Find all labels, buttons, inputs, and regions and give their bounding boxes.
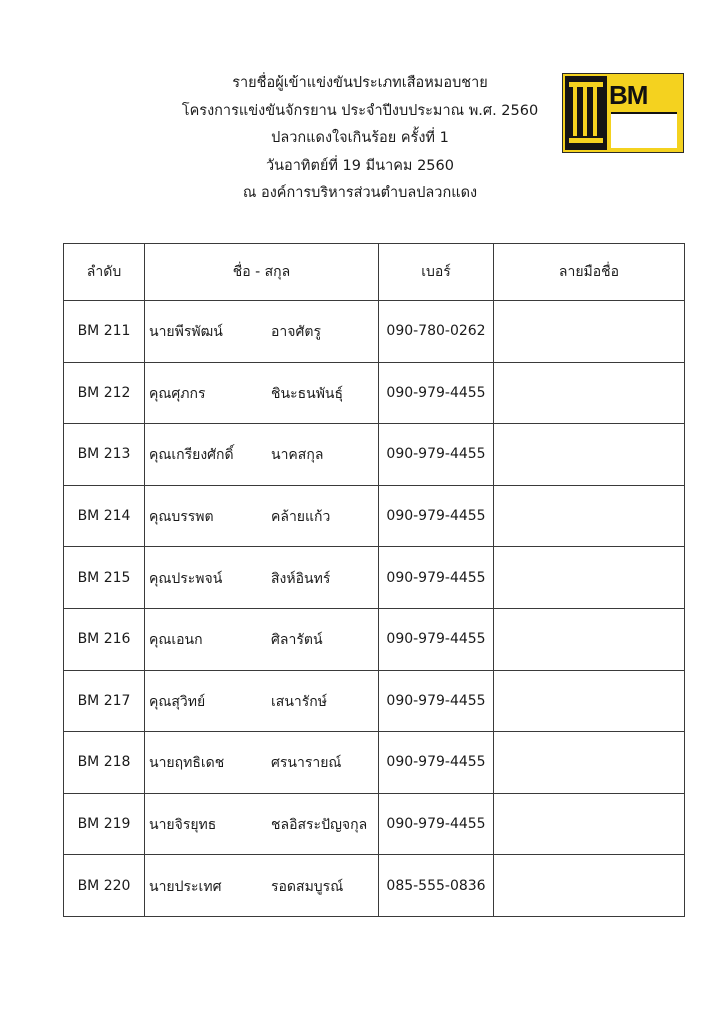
logo-emblem-icon: [565, 76, 607, 150]
signature-cell[interactable]: [494, 362, 685, 424]
row-name: [145, 547, 379, 609]
last-name: ศิลารัตน์: [271, 632, 323, 649]
last-name: นาคสกุล: [271, 447, 324, 464]
row-number: BM 219: [64, 793, 145, 855]
first-name: คุณเอนก: [149, 632, 203, 649]
project-line: โครงการแข่งขันจักรยาน ประจำปีงบประมาณ พ.ศ. 2560: [181, 102, 539, 119]
first-name: นายพีรพัฒน์: [149, 324, 223, 341]
row-name: [145, 424, 379, 486]
signature-cell[interactable]: [494, 670, 685, 732]
last-name: อาจศัตรู: [271, 324, 321, 341]
signature-cell[interactable]: [494, 547, 685, 609]
table-row: [64, 732, 685, 794]
date-line: วันอาทิตย์ที่ 19 มีนาคม 2560: [266, 157, 454, 174]
first-name: คุณประพจน์: [149, 570, 223, 587]
row-bib: 090-979-4455: [379, 485, 494, 547]
row-number: BM 214: [64, 485, 145, 547]
row-number: BM 220: [64, 855, 145, 917]
signature-cell[interactable]: [494, 855, 685, 917]
participant-table: [63, 243, 685, 917]
row-name: [145, 670, 379, 732]
title-line: รายชื่อผู้เข้าแข่งขันประเภทเสือหมอบชาย: [232, 75, 488, 91]
last-name: รอดสมบูรณ์: [271, 878, 344, 895]
first-name: คุณเกรียงศักดิ์: [149, 447, 234, 464]
row-number: BM 217: [64, 670, 145, 732]
row-number: BM 218: [64, 732, 145, 794]
bm-logo: [562, 73, 684, 153]
last-name: เสนารักษ์: [271, 693, 327, 710]
header-signature: ลายมือชื่อ: [494, 244, 685, 301]
row-bib: 090-979-4455: [379, 670, 494, 732]
table-row: [64, 547, 685, 609]
signature-cell[interactable]: [494, 485, 685, 547]
table-header-row: [64, 244, 685, 301]
row-name: [145, 485, 379, 547]
row-name: [145, 855, 379, 917]
first-name: คุณบรรพต: [149, 509, 214, 526]
table-row: [64, 362, 685, 424]
logo-panel: [611, 112, 677, 148]
event-line: ปลวกแดงใจเกินร้อย ครั้งที่ 1: [271, 130, 449, 146]
row-bib: 090-979-4455: [379, 608, 494, 670]
row-number: BM 212: [64, 362, 145, 424]
table-row: [64, 424, 685, 486]
signature-cell[interactable]: [494, 732, 685, 794]
table-row: [64, 793, 685, 855]
table-row: [64, 670, 685, 732]
last-name: ชลอิสระปัญจกุล: [271, 817, 368, 834]
last-name: ศรนารายณ์: [271, 755, 342, 772]
last-name: ชินะธนพันธุ์: [271, 385, 344, 402]
row-bib: 090-979-4455: [379, 547, 494, 609]
row-bib: 085-555-0836: [379, 855, 494, 917]
logo-text: BM: [609, 80, 648, 110]
signature-cell[interactable]: [494, 301, 685, 363]
first-name: นายประเทศ: [149, 878, 222, 895]
table-row: [64, 608, 685, 670]
row-bib: 090-979-4455: [379, 424, 494, 486]
table-row: [64, 855, 685, 917]
signature-cell[interactable]: [494, 424, 685, 486]
first-name: คุณสุวิทย์: [149, 693, 206, 710]
row-name: [145, 301, 379, 363]
first-name: นายฤทธิเดช: [149, 755, 225, 772]
header-name: ชื่อ - สกุล: [145, 244, 379, 301]
row-name: [145, 608, 379, 670]
signature-cell[interactable]: [494, 608, 685, 670]
venue-line: ณ องค์การบริหารส่วนตำบลปลวกแดง: [242, 185, 478, 201]
row-name: [145, 793, 379, 855]
first-name: คุณศุภกร: [149, 385, 206, 402]
document-header: [150, 70, 570, 208]
table-row: [64, 301, 685, 363]
last-name: คล้ายแก้ว: [271, 509, 331, 526]
row-name: [145, 362, 379, 424]
row-number: BM 213: [64, 424, 145, 486]
row-bib: 090-979-4455: [379, 793, 494, 855]
row-bib: 090-780-0262: [379, 301, 494, 363]
signature-cell[interactable]: [494, 793, 685, 855]
last-name: สิงห์อินทร์: [271, 570, 331, 587]
row-number: BM 211: [64, 301, 145, 363]
row-number: BM 216: [64, 608, 145, 670]
row-name: [145, 732, 379, 794]
header-bib: เบอร์: [379, 244, 494, 301]
row-bib: 090-979-4455: [379, 732, 494, 794]
row-number: BM 215: [64, 547, 145, 609]
row-bib: 090-979-4455: [379, 362, 494, 424]
first-name: นายจิรยุทธ: [149, 817, 217, 834]
header-no: ลำดับ: [64, 244, 145, 301]
table-row: [64, 485, 685, 547]
